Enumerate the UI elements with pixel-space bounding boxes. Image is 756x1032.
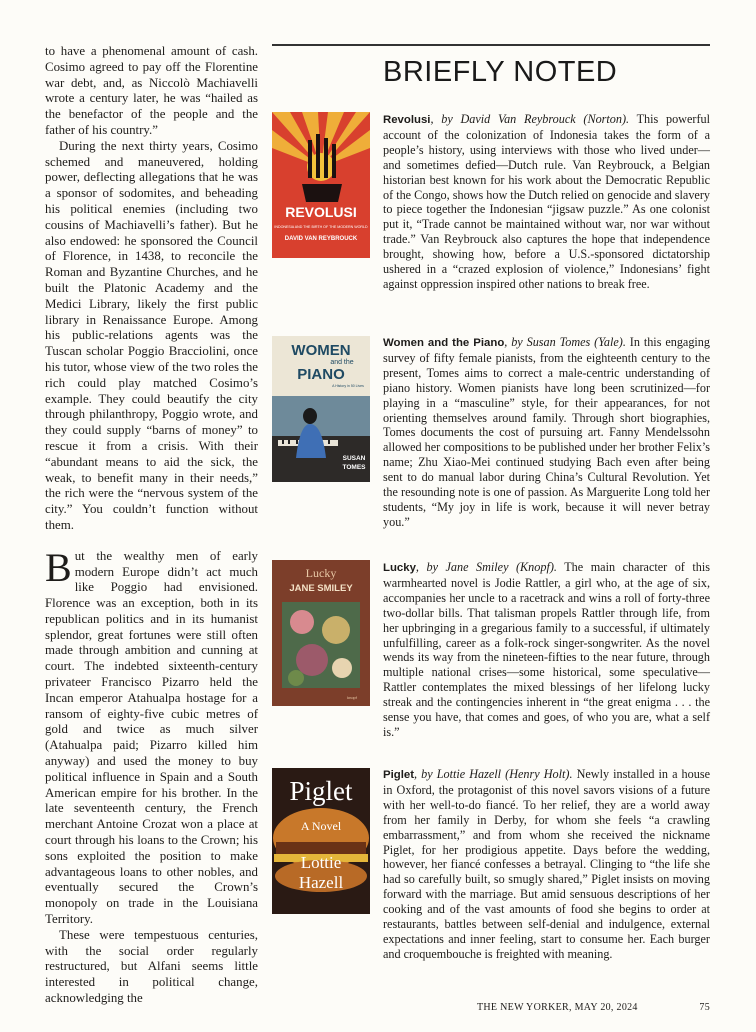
review-piglet bbox=[383, 767, 710, 962]
lucky-cover-art bbox=[272, 560, 370, 706]
revolusi-cover-art bbox=[272, 112, 370, 258]
review-text: In this engaging survey of fifty female pianists, from the eighteenth century to the present, Tomes aims to correct a male-centric understanding of piano history. Women pianists have long been scrutinized—for playing in a “masculine” style, for their appearances, for not orienting themselves around family. Through short biographies, Tomes documents the cost of pursuing art. Fanny Mendelssohn allowed her compositions to be published under her brother Felix’s name; Zhu Xiao-Mei continued studying Bach even after being sent to do manual labor during China’s Cultural Revolution. Yet the resounding note is one of passion. As Marguerite Long told her students, “My joy in life is work, because it will never betray you.” bbox=[383, 335, 710, 529]
svg-text:Lottie: Lottie bbox=[300, 853, 342, 872]
page-footer bbox=[477, 1002, 710, 1013]
review-text: The main character of this warmhearted novel is Jodie Rattler, a girl who, at the age of six, accompanies her uncle to a racetrack and wins a roll of forty-three two-dollar bills. That talisman propels Rattler through life, from her upbringing in a gregarious family to a successful, if ultimately unfulfilling, career as a folk-rock singer-songwriter. As the novel wends its way from the nineteen-fifties to the near future, through multiple national crises—some historical, some speculative—Rattler contemplates the mixed blessings of her lifelong lucky streak and the contingencies inherent in “the great enigma . . . the sense you have, that comes and goes, of who you are, what a self is.” bbox=[383, 560, 710, 739]
review-byline: , by David Van Reybrouck (Norton). bbox=[430, 112, 630, 126]
svg-text:knopf: knopf bbox=[347, 695, 357, 700]
book-cover-women-and-the-piano bbox=[272, 336, 370, 482]
svg-text:Lucky: Lucky bbox=[305, 566, 337, 580]
svg-text:A History in 50 Lives: A History in 50 Lives bbox=[332, 384, 364, 388]
svg-text:TOMES: TOMES bbox=[342, 464, 366, 471]
svg-text:Piglet: Piglet bbox=[289, 776, 353, 806]
review-book-title: Women and the Piano bbox=[383, 337, 505, 349]
svg-text:A Novel: A Novel bbox=[300, 819, 342, 833]
book-cover-piglet bbox=[272, 768, 370, 914]
svg-text:SUSAN: SUSAN bbox=[342, 455, 366, 462]
section-top-rule bbox=[272, 44, 710, 46]
page-number: 75 bbox=[699, 1002, 710, 1013]
svg-text:REVOLUSI: REVOLUSI bbox=[285, 204, 357, 220]
drop-cap-letter: B bbox=[45, 544, 72, 590]
review-text: Newly installed in a house in Oxford, the protagonist of this novel savors visions of a future with her well-to-do fiancé. To her relief, they are a world away from her family in Derby, for whom she feels “a crawling embarrassment,” and from whom she received the nickname Piglet, for her prodigious appetite. Days before the wedding, however, her fiancé confesses a betrayal. Clinging to “the life she had so carefully built, so smugly shared,” Piglet insists on moving forward with the marriage. But amid sensuous descriptions of her cooking and of the vast amounts of food she begins to order at restaurants, battles between self-denial and indulgence, external expectations and inner feeling, start to consume her. Each burger and croquembouche is freighted with meaning. bbox=[383, 767, 710, 961]
review-women-and-the-piano bbox=[383, 335, 710, 530]
piglet-cover-art bbox=[272, 768, 370, 914]
book-cover-lucky bbox=[272, 560, 370, 706]
review-book-title: Revolusi bbox=[383, 114, 431, 126]
article-paragraph: to have a phenomenal amount of cash. Cosimo agreed to pay off the Florentine war debt, and, as Niccolò Machiavelli wrote a century later, he was “hailed as the benefactor of the people and the father of his country.” bbox=[45, 44, 258, 137]
women-piano-cover-art bbox=[272, 336, 370, 482]
dropcap-paragraph-text: ut the wealthy men of early modern Europe didn’t act much like Poggio had envisioned. Florence was an exception, both in its republican politics and in its humanist splendor, great fortunes were still often made through ambition and cunning at court. The indebted sixteenth-century privateer Francisco Pizarro held the Incan emperor Atahualpa hostage for a ransom of eighty-five cubic metres of gold and twice as much silver (Atahualpa paid; Pizarro killed him anyway) and used the money to buy political influence in Spain and a South American empire for his brother. In the late seventeenth century, the French merchant Antoine Crozat won a place at court through his loans to the Crown; his sons exploited the position to make advantageous loans to other nobles, and eventually secured the Crown’s monopoly on trade in the Louisiana Territory. bbox=[45, 548, 258, 927]
review-revolusi bbox=[383, 112, 710, 292]
svg-text:INDONESIA AND THE BIRTH OF THE: INDONESIA AND THE BIRTH OF THE MODERN WORLD bbox=[274, 225, 368, 229]
svg-text:Hazell: Hazell bbox=[298, 873, 344, 892]
magazine-issue: THE NEW YORKER, MAY 20, 2024 bbox=[477, 1002, 638, 1013]
svg-text:JANE SMILEY: JANE SMILEY bbox=[289, 583, 353, 594]
article-paragraph-dropcap bbox=[45, 544, 258, 928]
book-cover-revolusi bbox=[272, 112, 370, 258]
review-text: This powerful account of the colonization of Indonesia takes the form of a people’s history, using interviews with those who lived under—and sometimes defied—Dutch rule. Van Reybrouck, a Belgian historian best known for his work about the Democratic Republic of the Congo, shows how the Dutch relied on genocide and slavery to piece together the Indonesian “jigsaw puzzle.” As one colonist put it, “Trade cannot be maintained without war, nor war without trade.” Van Reybrouck also captures the hope that independence brought, showing how, before a U.S.-sponsored dictatorship ushered in a “crazed explosion of violence,” Indonesians’ fight against oppression inspired other nations to break free. bbox=[383, 112, 710, 291]
svg-text:and the: and the bbox=[330, 359, 354, 366]
article-paragraph: During the next thirty years, Cosimo schemed and maneuvered, holding power, deflecting allegations that he was a sponsor of sodomites, and beheading his political enemies (including two cousins of Machiavelli’s father). But he also endowed: he sponsored the Council of Florence, in 1438, to reconcile the Roman and Byzantine Churches, and he built the Platonic Academy and the Medici Library, likely the first public library in Renaissance Europe. Among his public-relations agents was the Tuscan scholar Poggio Bracciolini, once his tutor, whose view of the two roles the rich could play matched Cosimo’s example. They could beautify the city through philanthropy, Poggio wrote, and they could supply “barns of money” to rescue it from a crisis. With their “abundant means to aid the sick, the weak, to benefit many in their needs,” the rich were the “nervous system of the city.” You couldn’t function without them. bbox=[45, 138, 258, 532]
left-article-column bbox=[45, 44, 258, 1007]
review-byline: , by Jane Smiley (Knopf). bbox=[415, 560, 557, 574]
review-lucky bbox=[383, 560, 710, 740]
review-book-title: Piglet bbox=[383, 769, 415, 781]
svg-text:DAVID VAN REYBROUCK: DAVID VAN REYBROUCK bbox=[284, 236, 358, 242]
article-paragraph: These were tempestuous centuries, with the social order regularly restructured, but Alfani seems little interested in political change, acknowledging the bbox=[45, 927, 258, 1006]
section-title: BRIEFLY NOTED bbox=[383, 56, 618, 88]
svg-text:PIANO: PIANO bbox=[297, 366, 345, 383]
review-book-title: Lucky bbox=[383, 562, 416, 574]
review-byline: , by Susan Tomes (Yale). bbox=[504, 335, 626, 349]
review-byline: , by Lottie Hazell (Henry Holt). bbox=[414, 767, 573, 781]
svg-text:WOMEN: WOMEN bbox=[291, 342, 351, 359]
